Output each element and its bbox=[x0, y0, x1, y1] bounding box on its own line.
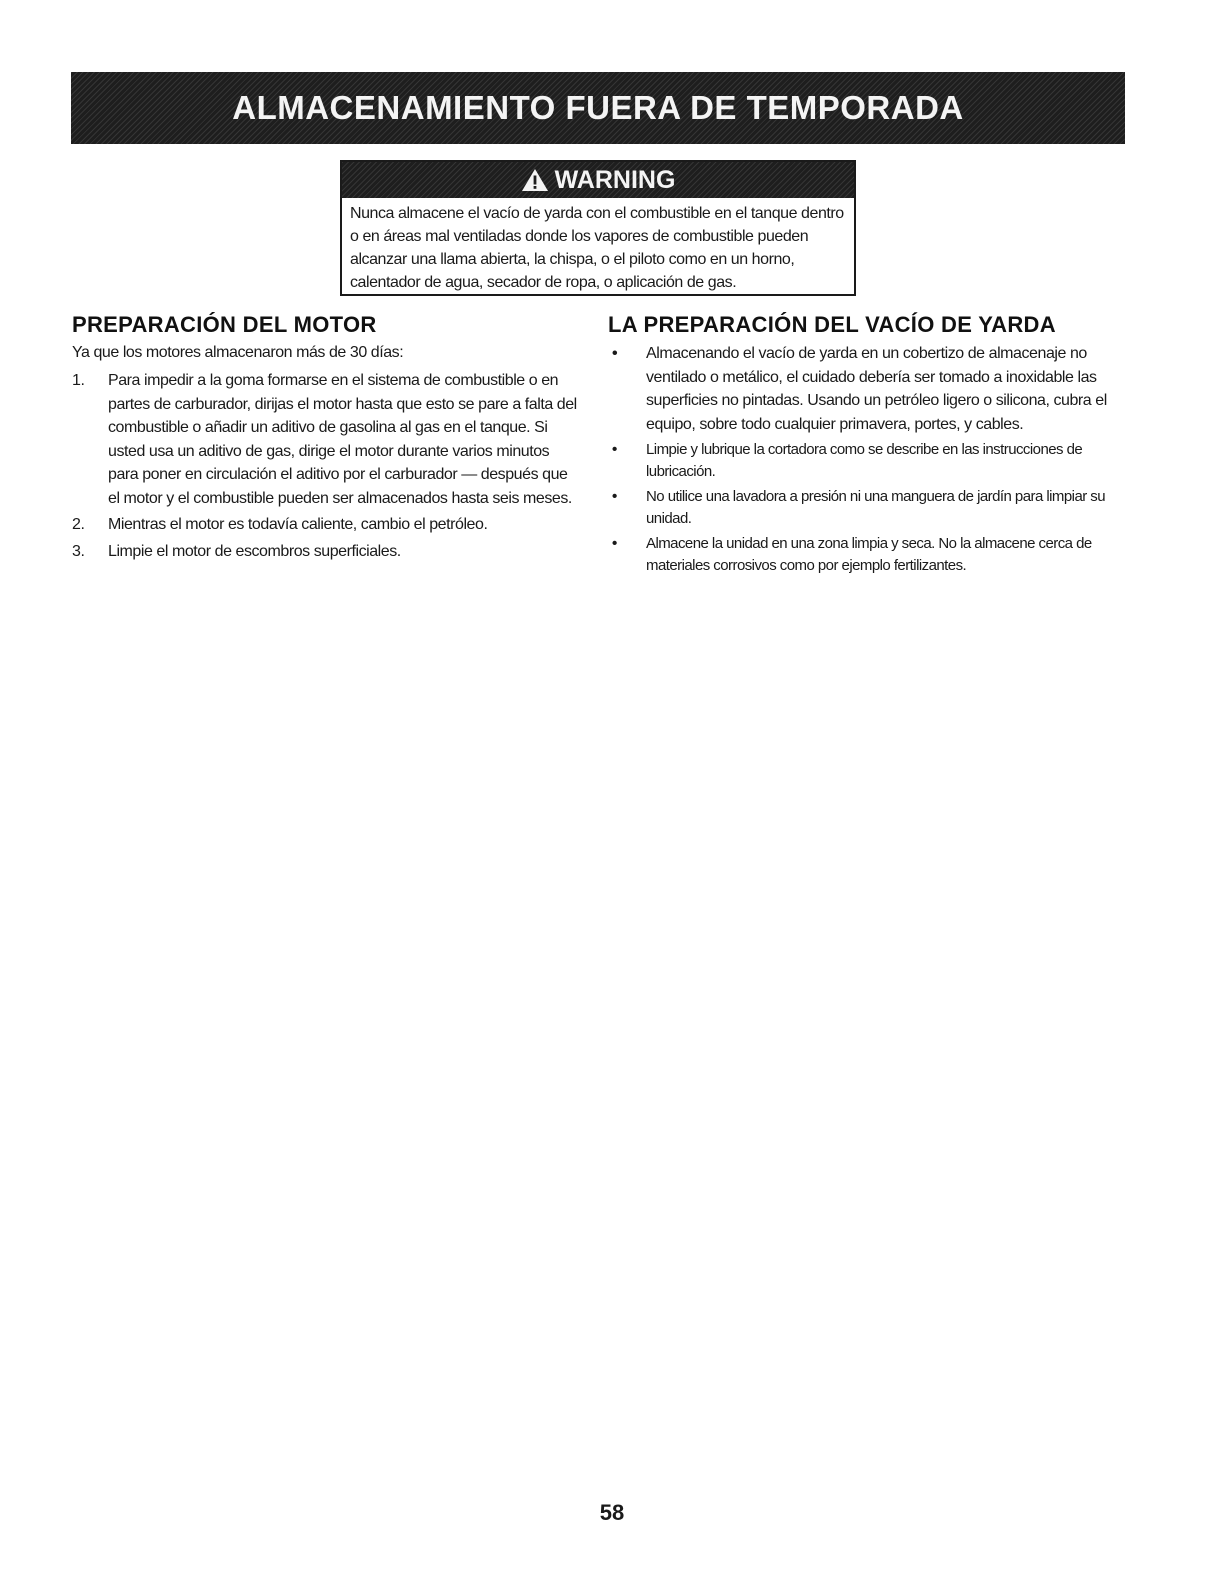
vacuum-prep-section bbox=[608, 312, 1133, 580]
bullet-text: Limpie y lubrique la cortadora como se describe en las instrucciones de lubricación. bbox=[646, 441, 1083, 480]
section-banner bbox=[71, 72, 1125, 144]
list-item bbox=[72, 540, 582, 564]
page-number: 58 bbox=[599, 1500, 625, 1525]
vacuum-prep-bullets bbox=[608, 342, 1133, 577]
warning-triangle-icon bbox=[521, 168, 549, 192]
warning-label: WARNING bbox=[554, 165, 676, 194]
page-title: ALMACENAMIENTO FUERA DE TEMPORADA bbox=[232, 89, 964, 126]
list-item bbox=[608, 486, 1133, 530]
step-text: Limpie el motor de escombros superficiales. bbox=[108, 542, 401, 560]
engine-prep-steps bbox=[72, 369, 582, 563]
step-number: 2. bbox=[72, 516, 85, 533]
bullet-text: Almacene la unidad en una zona limpia y seca. No la almacene cerca de materiales corrosivos como por ejemplo fertilizantes. bbox=[646, 535, 1092, 574]
warning-text: Nunca almacene el vacío de yarda con el combustible en el tanque dentro o en áreas mal ventiladas donde los vapores de combustible pueden alcanzar una llama abierta, la chispa, o el piloto como en un horno, calentador de agua, secador de ropa, o aplicación de gas. bbox=[350, 205, 844, 291]
list-item bbox=[608, 342, 1133, 436]
engine-prep-title: PREPARACIÓN DEL MOTOR bbox=[72, 312, 377, 337]
step-text: Mientras el motor es todavía caliente, cambio el petróleo. bbox=[108, 516, 488, 533]
bullet-text: Almacenando el vacío de yarda en un cobertizo de almacenaje no ventilado o metálico, el cuidado debería ser tomado a inoxidable las superficies no pintadas. Usando un petróleo ligero o silicona, cubra el equipo, sobre todo cualquier primavera, portes, y cables. bbox=[646, 345, 1107, 433]
step-number: 1. bbox=[72, 372, 85, 389]
warning-header bbox=[342, 162, 854, 198]
engine-prep-section bbox=[72, 312, 582, 566]
bullet-text: No utilice una lavadora a presión ni una manguera de jardín para limpiar su unidad. bbox=[646, 488, 1106, 527]
step-number: 3. bbox=[72, 542, 85, 560]
list-item bbox=[608, 533, 1133, 577]
step-text: Para impedir a la goma formarse en el sistema de combustible o en partes de carburador, dirijas el motor hasta que esto se pare a falta del combustible o añadir un aditivo de gasolina al gas en el tanque. Si usted usa un aditivo de gas, dirige el motor durante varios minutos para poner en circulación el aditivo por el carburador — después que el motor y el combustible pueden ser almacenados hasta seis meses. bbox=[108, 372, 577, 507]
list-item bbox=[608, 439, 1133, 483]
warning-box bbox=[340, 160, 856, 296]
vacuum-prep-title: LA PREPARACIÓN DEL VACÍO DE YARDA bbox=[608, 312, 1056, 337]
bullet-icon: • bbox=[612, 535, 617, 552]
bullet-icon: • bbox=[612, 345, 618, 362]
bullet-icon: • bbox=[612, 488, 617, 505]
list-item bbox=[72, 369, 582, 510]
engine-prep-intro: Ya que los motores almacenaron más de 30 días: bbox=[72, 344, 404, 361]
bullet-icon: • bbox=[612, 441, 617, 458]
list-item bbox=[72, 513, 582, 537]
